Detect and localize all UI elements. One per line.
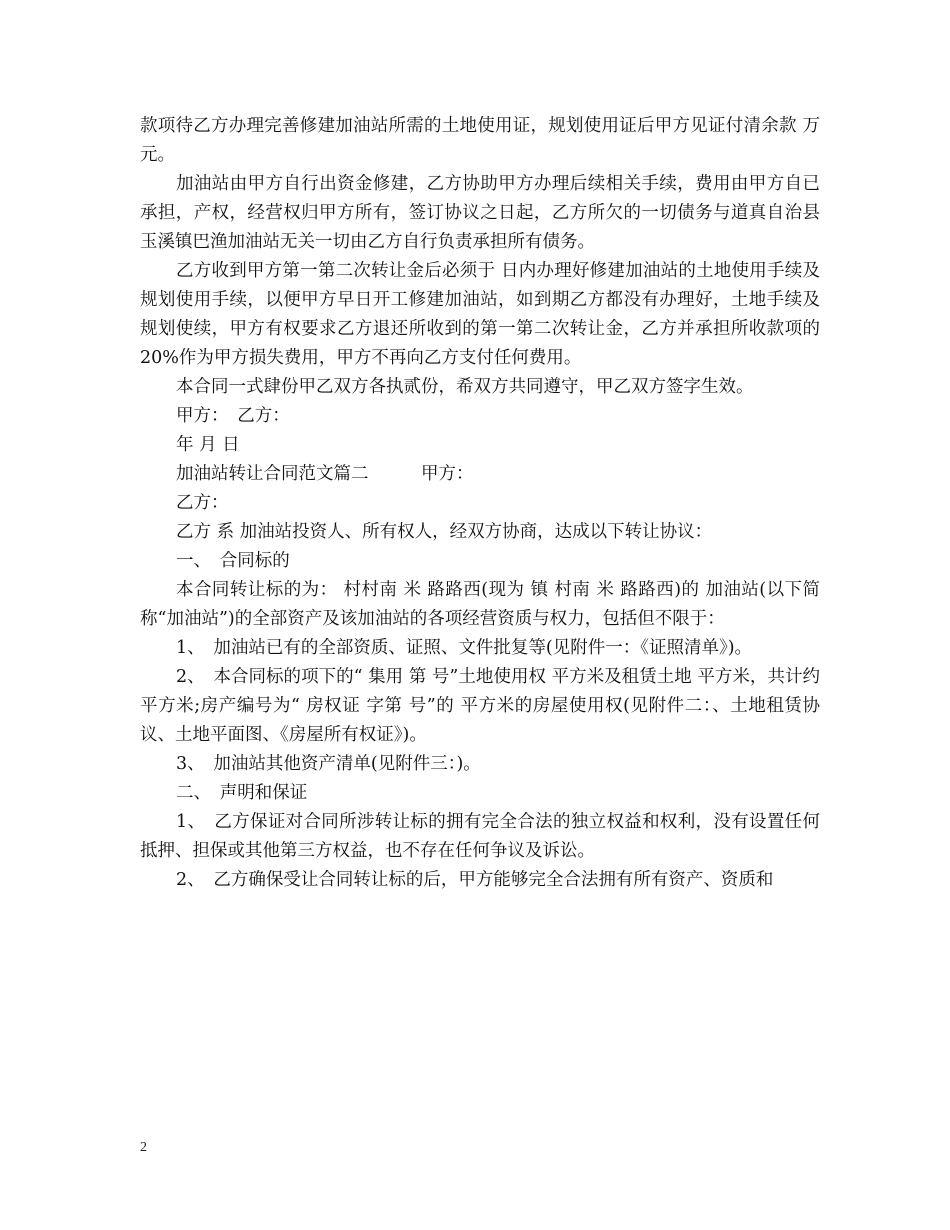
- paragraph: 2、 乙方确保受让合同转让标的后，甲方能够完全合法拥有所有资产、资质和: [176, 870, 774, 890]
- paragraph: 加油站转让合同范文篇二 甲方：: [176, 464, 474, 484]
- paragraph: 乙方 系 加油站投资人、所有权人，经双方协商，达成以下转让协议：: [176, 522, 713, 542]
- paragraph: 二、 声明和保证: [176, 783, 308, 803]
- paragraph: 3、 加油站其他资产清单(见附件三：)。: [176, 754, 481, 774]
- paragraph: 2、 本合同标的项下的“ 集用 第 号”土地使用权 平方米及租赁土地 平方米，共计约 平方米;房产编号为“ 房权证 字第 号”的 平方米的房屋使用权(见附件二：、土地租赁协议、土地平面图、《房屋所有权证》)。: [140, 667, 820, 745]
- paragraph: 甲方： 乙方：: [176, 406, 290, 426]
- paragraph: 乙方收到甲方第一第二次转让金后必须于 日内办理好修建加油站的土地使用手续及规划使用手续，以便甲方早日开工修建加油站，如到期乙方都没有办理好，土地手续及规划使续，甲方有权要求乙方退还所收到的第一第二次转让金，乙方并承担所收款项的20%作为甲方损失费用，甲方不再向乙方支付任何费用。: [140, 261, 820, 368]
- document-body: [140, 112, 820, 895]
- paragraph: 本合同转让标的为： 村村南 米 路路西(现为 镇 村南 米 路路西)的 加油站(以下简称“加油站”)的全部资产及该加油站的各项经营资质与权力，包括但不限于：: [140, 580, 820, 629]
- paragraph: 1、 加油站已有的全部资质、证照、文件批复等(见附件一：《证照清单》)。: [176, 638, 753, 658]
- paragraph: 款项待乙方办理完善修建加油站所需的土地使用证，规划使用证后甲方见证付清余款 万元。: [140, 116, 820, 165]
- paragraph: 加油站由甲方自行出资金修建，乙方协助甲方办理后续相关手续，费用由甲方自已承担，产权，经营权归甲方所有，签订协议之日起，乙方所欠的一切债务与道真自治县玉溪镇巴渔加油站无关一切由乙方自行负责承担所有债务。: [140, 174, 820, 252]
- paragraph: 一、 合同标的: [176, 551, 290, 571]
- paragraph: 1、 乙方保证对合同所涉转让标的拥有完全合法的独立权益和权利，没有设置任何抵押、担保或其他第三方权益，也不存在任何争议及诉讼。: [140, 812, 820, 861]
- paragraph: 年 月 日: [176, 435, 240, 455]
- paragraph: 乙方：: [176, 493, 229, 513]
- page-number: 2: [140, 1140, 147, 1155]
- paragraph: 本合同一式肆份甲乙双方各执贰份，希双方共同遵守，甲乙双方签字生效。: [176, 377, 754, 397]
